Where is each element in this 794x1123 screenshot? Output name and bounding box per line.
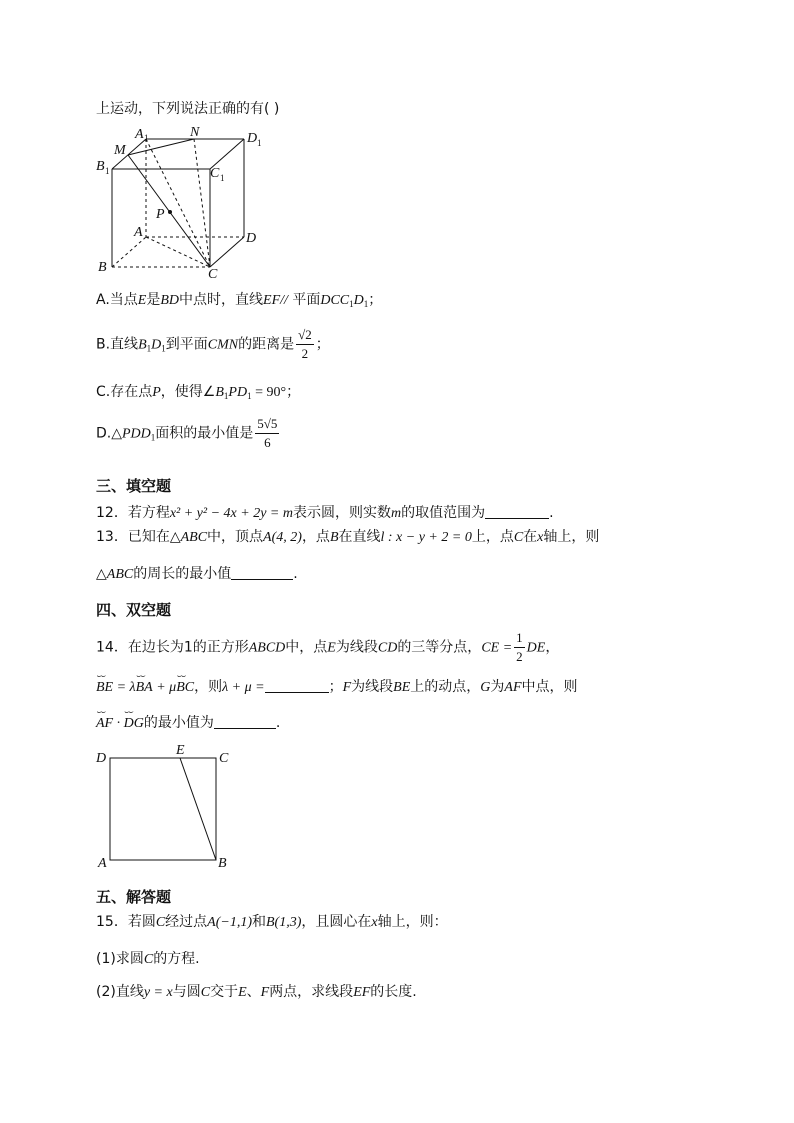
svg-text:1: 1 [144,133,149,143]
question-15-part-2: (2)直线y = x与圆C交于E、F两点，求线段EF的长度. [96,984,417,1000]
question-15: 15．若圆C经过点A(−1,1)和B(1,3)，且圆心在x轴上，则： [96,914,448,930]
fraction-sqrt2-over-2: $\frac{√2}{2}$ [298,327,312,361]
answer-blank[interactable] [265,678,329,693]
answer-blank[interactable] [485,504,549,519]
cube-figure [90,122,270,282]
cube-label-d1: D [247,131,258,146]
option-a: A.当点E是BD中点时，直线EF// 平面$DCC_1D_1$； [96,292,383,309]
square-label-d: D [96,751,107,766]
option-c: C.存在点P，使得$\angle B_1PD_1 = 90^\circ$； [96,384,301,401]
square-label-a: A [98,856,107,871]
cube-label-a1: A [135,127,144,142]
cube-label-c1: C [210,166,220,181]
answer-blank[interactable] [214,714,276,729]
section-4-heading: 四、双空题 [96,601,172,619]
cube-label-m: M [114,143,126,158]
question-14: 14．在边长为1的正方形ABCD中，点E为线段CD的三等分点，CE = $\frac{1}{2}$ DE， [96,630,560,664]
cube-label-b1: B [96,159,105,174]
cube-label-b: B [98,260,107,275]
square-figure [92,740,242,872]
cube-label-n: N [190,125,200,140]
question-15-part-1: (1)求圆C的方程. [96,951,200,967]
question-11-stem-tail: 上运动，下列说法正确的有( ) [96,101,280,117]
cube-label-p: P [156,207,165,222]
option-d: $D.\triangle PDD_1$面积的最小值是 $\frac{5√5}{6}$ [96,416,278,450]
square-label-b: B [218,856,227,871]
question-13: 13．已知在△ABC中，顶点A(4, 2)，点B在直线l : x − y + 2 = 0上，点C在x轴上，则 [96,529,600,545]
cube-label-d: D [246,231,257,246]
cube-label-c: C [208,267,218,282]
fraction-5sqrt5-over-6: $\frac{5√5}{6}$ [257,416,278,450]
question-12: 12．若方程x² + y² − 4x + 2y = m表示圆，则实数m的取值范围为 . [96,505,554,521]
svg-text:1: 1 [257,138,262,148]
question-14-line2: ⌣⌣ BE = λ⌣⌣ BA + μ⌣⌣ BC，则λ + μ = ；F为线段BE上的动点，G为AF中点，则 [96,676,578,696]
square-label-e: E [176,743,185,758]
section-3-heading: 三、填空题 [96,477,172,495]
svg-text:1: 1 [220,173,225,183]
svg-text:1: 1 [105,166,110,176]
question-14-line3: ⌣⌣ AF · ⌣⌣ DG的最小值为 . [96,712,280,732]
section-5-heading: 五、解答题 [96,888,172,906]
square-label-c: C [219,751,229,766]
question-13-cont: △ABC的周长的最小值 . [96,566,298,582]
fraction-one-half: $\frac{1}{2}$ [516,630,523,664]
answer-blank[interactable] [231,565,293,580]
cube-label-a: A [134,225,143,240]
option-b: B.直线$B_1D_1$到平面CMN的距离是 $\frac{√2}{2}$ ； [96,327,330,361]
